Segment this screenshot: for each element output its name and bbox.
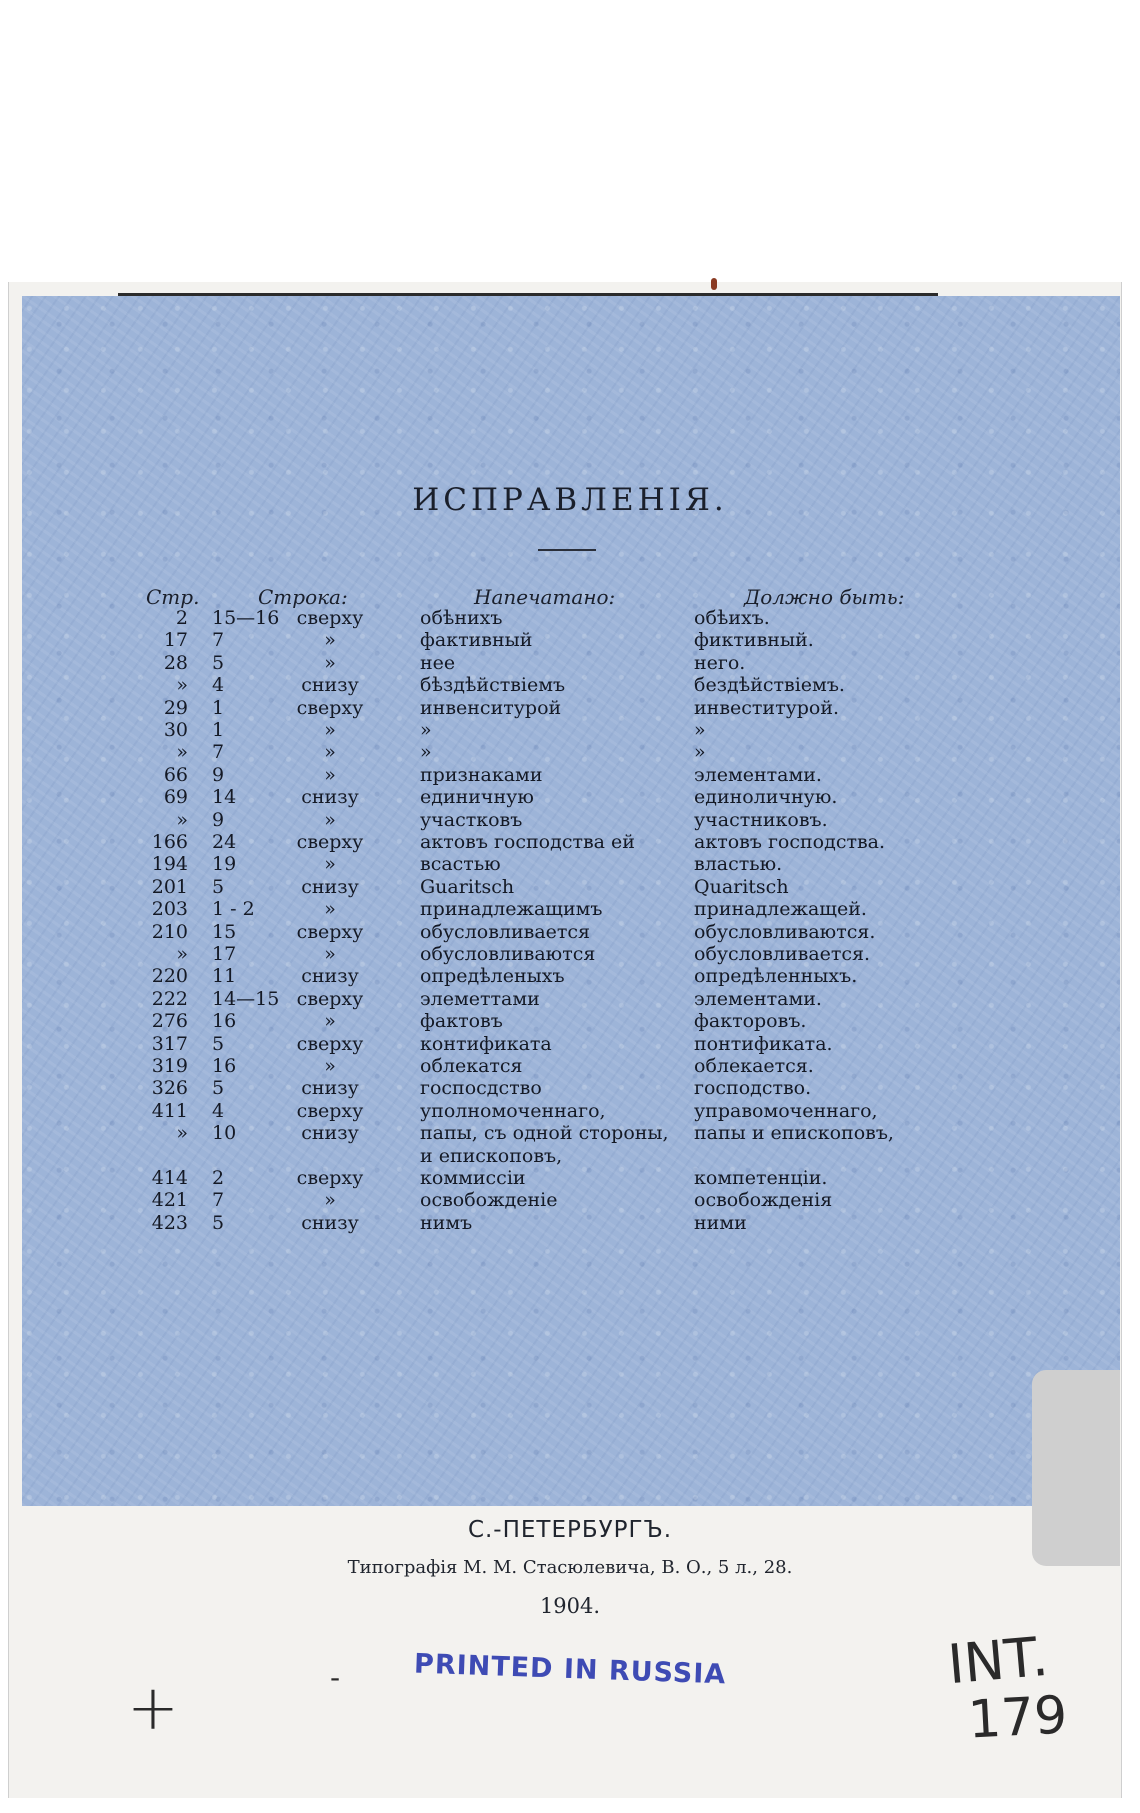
printed-in-russia-stamp: PRINTED IN RUSSIA	[413, 1648, 727, 1691]
row-position: сверху	[296, 1167, 364, 1189]
row-page: 319	[151, 1055, 188, 1077]
row-position: »	[324, 1010, 336, 1033]
row-position: снизу	[301, 965, 359, 988]
row-printed: обусловливаются	[420, 943, 596, 965]
errata-row	[0, 1122, 1140, 1144]
row-line: 1	[212, 696, 225, 719]
row-page: 421	[151, 1189, 188, 1212]
row-line: 14	[212, 786, 237, 809]
row-should-be: факторовъ.	[694, 1010, 807, 1033]
row-page: 203	[151, 898, 188, 921]
row-line: 16	[212, 1055, 237, 1077]
errata-row	[0, 1033, 1140, 1055]
row-should-be: единоличную.	[694, 786, 838, 809]
row-page: 411	[151, 1099, 188, 1122]
errata-row	[0, 898, 1140, 920]
row-printed: »	[420, 719, 432, 741]
handwritten-plus: +	[127, 1671, 179, 1744]
row-printed: коммиссіи	[420, 1167, 526, 1189]
row-position: снизу	[301, 786, 359, 809]
row-position: »	[324, 629, 336, 652]
row-page: 201	[151, 875, 188, 898]
errata-row	[0, 1167, 1140, 1189]
row-page: 276	[151, 1010, 188, 1033]
row-line: 5	[212, 651, 225, 674]
row-printed: уполномоченнаго,	[420, 1099, 606, 1122]
row-page: 414	[151, 1167, 188, 1189]
title-rule	[538, 549, 596, 551]
errata-row	[0, 1100, 1140, 1122]
errata-row	[0, 1055, 1140, 1077]
row-line: 19	[212, 853, 237, 876]
row-page: »	[176, 808, 188, 831]
row-should-be: облекается.	[694, 1055, 814, 1077]
errata-row	[0, 741, 1140, 763]
row-line: 15—16	[212, 607, 280, 629]
row-printed: обусловливается	[420, 920, 591, 943]
row-should-be: опредѣленныхъ.	[694, 965, 858, 988]
row-position: сверху	[296, 831, 364, 853]
errata-row	[0, 1189, 1140, 1211]
header-printed: Напечатано:	[474, 585, 616, 609]
row-should-be: обусловливается.	[694, 943, 871, 965]
row-printed: признаками	[420, 763, 543, 786]
errata-row	[0, 674, 1140, 696]
handwritten-dash: -	[330, 1661, 341, 1694]
row-line: 16	[212, 1010, 237, 1033]
row-printed: единичную	[420, 786, 534, 809]
header-should-be: Должно быть:	[744, 585, 905, 609]
row-page: 2	[175, 607, 188, 629]
row-page: 220	[151, 965, 188, 988]
errata-row	[0, 652, 1140, 674]
row-page: 194	[151, 853, 188, 876]
row-should-be: ними	[694, 1211, 747, 1234]
row-printed: элеметтами	[420, 987, 540, 1010]
row-position: снизу	[301, 1211, 359, 1234]
row-line: 1 - 2	[212, 898, 255, 921]
errata-row	[0, 629, 1140, 651]
row-printed: нимъ	[420, 1211, 473, 1234]
row-should-be: элементами.	[694, 763, 822, 786]
row-line: 24	[212, 831, 237, 853]
row-position: сверху	[296, 920, 364, 943]
row-printed: опредѣленыхъ	[420, 965, 565, 988]
row-line: 7	[212, 741, 225, 764]
row-printed: инвенситурой	[420, 696, 562, 719]
row-page: 29	[163, 696, 188, 719]
row-should-be: Quaritsch	[694, 875, 789, 898]
row-position: снизу	[301, 875, 359, 898]
row-line: 11	[212, 965, 237, 988]
row-should-be: папы и епископовъ,	[694, 1122, 894, 1145]
row-page: 69	[163, 786, 188, 809]
imprint-printer: Типографія М. М. Стасюлевича, В. О., 5 л., 28.	[347, 1557, 793, 1578]
errata-row	[0, 1145, 1140, 1167]
row-should-be: инвеститурой.	[694, 696, 840, 719]
row-should-be: господство.	[694, 1077, 812, 1100]
page-mark	[711, 278, 717, 290]
row-position: снизу	[301, 1077, 359, 1100]
row-line: 5	[212, 1077, 225, 1100]
row-should-be: »	[694, 741, 706, 764]
row-line: 17	[212, 943, 237, 965]
row-page: 166	[151, 831, 188, 853]
row-position: сверху	[296, 607, 364, 629]
errata-row	[0, 1010, 1140, 1032]
errata-row	[0, 809, 1140, 831]
row-position: снизу	[301, 1122, 359, 1145]
row-should-be: компетенціи.	[694, 1167, 828, 1189]
row-should-be: обусловливаются.	[694, 920, 876, 943]
errata-row	[0, 965, 1140, 987]
errata-row	[0, 697, 1140, 719]
row-position: сверху	[296, 696, 364, 719]
row-position: »	[324, 1189, 336, 1212]
row-page: 222	[151, 987, 188, 1010]
row-page: 66	[163, 763, 188, 786]
errata-row	[0, 764, 1140, 786]
row-printed: и епископовъ,	[420, 1144, 563, 1167]
row-position: »	[324, 853, 336, 876]
row-line: 14—15	[212, 987, 280, 1010]
row-printed: облекатся	[420, 1055, 523, 1077]
row-printed: освобожденіе	[420, 1189, 558, 1212]
row-line: 4	[212, 674, 225, 697]
imprint-city: С.-ПЕТЕРБУРГЪ.	[467, 1517, 673, 1543]
row-printed: Guaritsch	[420, 875, 515, 898]
row-should-be: фиктивный.	[694, 629, 814, 652]
imprint-year: 1904.	[539, 1594, 601, 1618]
row-printed: всастью	[420, 853, 501, 876]
row-line: 5	[212, 1032, 225, 1055]
row-line: 7	[212, 629, 225, 652]
row-printed: бѣздѣйствіемъ	[420, 674, 566, 697]
row-line: 9	[212, 808, 225, 831]
row-printed: актовъ господства ей	[420, 831, 635, 853]
row-should-be: бездѣйствіемъ.	[694, 674, 845, 697]
row-page: 317	[151, 1032, 188, 1055]
errata-row	[0, 1077, 1140, 1099]
row-page: 423	[151, 1211, 188, 1234]
row-printed: участковъ	[420, 808, 523, 831]
errata-row	[0, 607, 1140, 629]
row-should-be: освобожденія	[694, 1189, 833, 1212]
errata-row	[0, 876, 1140, 898]
row-page: 28	[163, 651, 188, 674]
row-page: »	[176, 674, 188, 697]
row-line: 10	[212, 1122, 237, 1145]
errata-title: ИСПРАВЛЕНІЯ.	[412, 482, 728, 518]
errata-row	[0, 831, 1140, 853]
row-position: снизу	[301, 674, 359, 697]
errata-row	[0, 943, 1140, 965]
row-should-be: него.	[694, 651, 746, 674]
row-position: сверху	[296, 1099, 364, 1122]
row-position: »	[324, 719, 336, 741]
row-position: »	[324, 1055, 336, 1077]
row-page: »	[176, 741, 188, 764]
row-position: »	[324, 898, 336, 921]
row-position: »	[324, 763, 336, 786]
row-page: »	[176, 1122, 188, 1145]
row-should-be: »	[694, 719, 706, 741]
row-page: 17	[163, 629, 188, 652]
row-line: 5	[212, 875, 225, 898]
row-should-be: актовъ господства.	[694, 831, 886, 853]
row-line: 1	[212, 719, 225, 741]
row-printed: госпосдство	[420, 1077, 542, 1100]
row-printed: принадлежащимъ	[420, 898, 603, 921]
row-position: сверху	[296, 1032, 364, 1055]
header-page: Стр.	[146, 585, 200, 609]
errata-row	[0, 1212, 1140, 1234]
handwritten-shelf-number: 179	[966, 1685, 1069, 1751]
row-should-be: участниковъ.	[694, 808, 828, 831]
errata-row	[0, 786, 1140, 808]
row-page: »	[176, 943, 188, 965]
row-page: 210	[151, 920, 188, 943]
row-line: 7	[212, 1189, 225, 1212]
row-position: »	[324, 943, 336, 965]
errata-row	[0, 921, 1140, 943]
row-position: »	[324, 741, 336, 764]
header-line: Строка:	[258, 585, 348, 609]
row-printed: фактивный	[420, 629, 533, 652]
row-line: 9	[212, 763, 225, 786]
errata-row	[0, 853, 1140, 875]
row-position: »	[324, 651, 336, 674]
row-position: »	[324, 808, 336, 831]
row-should-be: понтификата.	[694, 1032, 833, 1055]
row-page: 30	[163, 719, 188, 741]
row-position: сверху	[296, 987, 364, 1010]
row-line: 4	[212, 1099, 225, 1122]
row-should-be: властью.	[694, 853, 783, 876]
row-should-be: элементами.	[694, 987, 822, 1010]
row-should-be: управомоченнаго,	[694, 1099, 878, 1122]
row-printed: фактовъ	[420, 1010, 503, 1033]
row-printed: »	[420, 741, 432, 764]
row-should-be: принадлежащей.	[694, 898, 867, 921]
errata-row	[0, 988, 1140, 1010]
handwritten-shelf-code: INT.	[945, 1624, 1051, 1697]
row-printed: контификата	[420, 1032, 552, 1055]
row-line: 15	[212, 920, 237, 943]
row-line: 2	[212, 1167, 225, 1189]
row-printed: папы, съ одной стороны,	[420, 1122, 669, 1145]
row-printed: обѣнихъ	[420, 607, 503, 629]
row-line: 5	[212, 1211, 225, 1234]
row-page: 326	[151, 1077, 188, 1100]
errata-row	[0, 719, 1140, 741]
row-should-be: обѣихъ.	[694, 607, 770, 629]
row-printed: нее	[420, 651, 456, 674]
